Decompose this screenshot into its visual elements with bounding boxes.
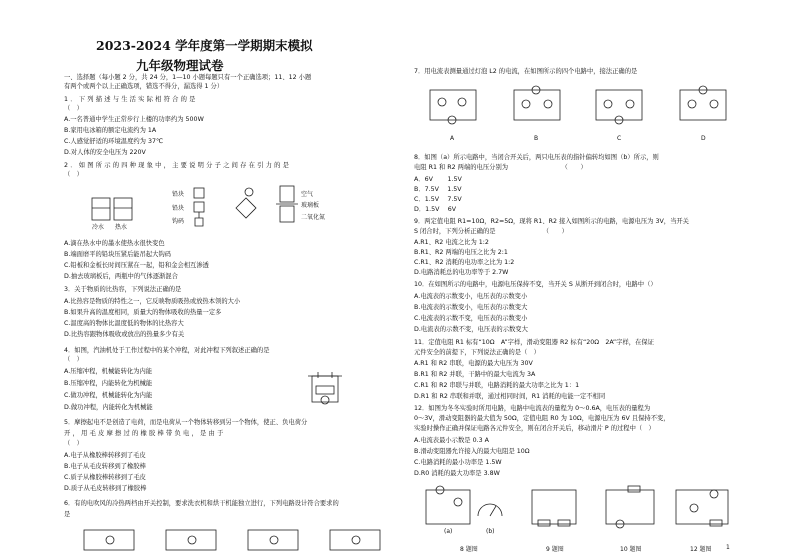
question-5: 5．摩擦起电不是创造了电荷，而是电荷从一个物体转移到另一个物体，使正、负电荷分 bbox=[64, 419, 308, 426]
q8-option-b: B．7.5V 1.5V bbox=[414, 186, 462, 193]
page-number: 1 bbox=[726, 544, 730, 551]
q2-label-lead-block-1: 铅块 bbox=[172, 191, 185, 198]
q10-option-d: D.电流表的示数不变，电压表的示数变大 bbox=[414, 326, 528, 333]
q7-option-c-label: C bbox=[617, 135, 622, 142]
q8-option-d: D．1.5V 6V bbox=[414, 206, 457, 213]
question-8: 8．如图（a）所示电路中，当闭合开关后，两只电压表的指针偏转均如图（b）所示，则 bbox=[414, 154, 659, 161]
q10-option-c: C.电流表的示数不变，电压表的示数变小 bbox=[414, 315, 528, 322]
q1-option-c: C.人感觉舒适的环境温度约为 37℃ bbox=[64, 138, 164, 145]
q2-option-c: C.铅板和金板长时间压紧在一起，铅和金会相互渗透 bbox=[64, 262, 209, 269]
caption-fig-10: 10 题图 bbox=[620, 546, 642, 553]
question-5-bracket: （ ） bbox=[64, 440, 83, 447]
question-11-cont: 元件安全的前提下，下列说法正确的是（ ） bbox=[414, 349, 540, 356]
q9-option-d: D.电路消耗总的电功率等于 2.7W bbox=[414, 269, 509, 276]
q2-figure bbox=[64, 180, 386, 234]
q2-label-cold-water: 冷水 bbox=[92, 224, 105, 231]
question-9: 9．两定值电阻 R1=10Ω，R2=5Ω，现将 R1、R2 接入如图所示的电路，电源电压为 3V，当开关 bbox=[414, 218, 689, 225]
question-1: 1．下列描述与生活实际相符合的是 bbox=[64, 96, 198, 103]
q1-option-b: B.家用电冰箱的额定电流约为 1A bbox=[64, 127, 157, 134]
q7-option-b-label: B bbox=[534, 135, 539, 142]
question-2-bracket: （ ） bbox=[64, 171, 83, 178]
q12-option-c: C.电路消耗的最小功率是 1.5W bbox=[414, 459, 502, 466]
q11-option-c: C.R1 和 R2 串联与并联，电路消耗的最大功率之比为 1：1 bbox=[414, 382, 580, 389]
q3-option-d: D.比热容跟物体吸收或放出的热量多少有关 bbox=[64, 331, 185, 338]
page-title: 2023-2024 学年度第一学期期末模拟 bbox=[96, 38, 313, 53]
question-9-cont: S 闭合时，下列分析正确的是 （ ） bbox=[414, 228, 568, 235]
q2-option-b: B.端面磨平的铅块压紧后能吊起大钩码 bbox=[64, 251, 172, 258]
q2-label-hot-water: 热水 bbox=[115, 224, 128, 231]
question-1-bracket: （ ） bbox=[64, 105, 83, 112]
q7-circuit-figure bbox=[414, 82, 740, 138]
question-12: 12．如图为冬冬实验时所用电路，电路中电流表的量程为 0～0.6A，电压表的量程为 bbox=[414, 405, 651, 412]
q2-label-lead-block-2: 铅块 bbox=[172, 205, 185, 212]
q5-option-a: A.电子从橡胶棒转移到了毛皮 bbox=[64, 452, 146, 459]
q5-option-d: D.质子从毛皮转移到了橡胶棒 bbox=[64, 485, 147, 492]
q11-option-b: B.R1 和 R2 并联，干路中的最大电流为 3A bbox=[414, 371, 536, 378]
question-12-cont-1: 0～3V，滑动变阻器的最大值为 50Ω，定值电阻 R0 为 10Ω，电源电压为 6V 且保持不变， bbox=[414, 415, 670, 422]
question-11: 11．定值电阻 R1 标有“10Ω A”字样，滑动变阻器 R2 标有“20Ω 2A”字样，在保证 bbox=[414, 339, 654, 346]
question-10: 10．在如图所示的电路中，电源电压保持不变，当开关 S 从断开到闭合时，电路中（） bbox=[414, 281, 657, 288]
q9-option-a: A.R1、R2 电流之比为 1:2 bbox=[414, 239, 489, 246]
q8-fig-b-label: (b) bbox=[486, 528, 495, 535]
q5-option-b: B.电子从毛皮转移到了橡胶棒 bbox=[64, 463, 146, 470]
q2-label-weight: 钩码 bbox=[172, 218, 185, 225]
q2-option-a: A.滴在热水中的墨水使热水很快变色 bbox=[64, 240, 165, 247]
q2-label-no2: 二氧化氮 bbox=[301, 214, 326, 221]
q4-option-d: D.做功冲程，内能转化为机械能 bbox=[64, 404, 153, 411]
q2-label-air: 空气 bbox=[301, 191, 314, 198]
bottom-figures bbox=[414, 482, 740, 542]
q6-circuit-figure bbox=[74, 526, 396, 556]
q11-option-d: D.R1 和 R2 串联和并联，通过相同时间，R1 消耗的电能一定不相同 bbox=[414, 393, 606, 400]
q8-fig-a-label: (a) bbox=[444, 528, 453, 535]
question-4: 4．如图，汽油机处于工作过程中的某个冲程，对此冲程下列叙述正确的是 bbox=[64, 347, 270, 354]
question-2: 2．如图所示的四种现象中，主要说明分子之间存在引力的是 bbox=[64, 162, 292, 169]
q10-option-b: B.电流表的示数变小，电压表的示数变大 bbox=[414, 304, 528, 311]
page-subtitle: 九年级物理试卷 bbox=[136, 58, 224, 73]
q2-label-glass: 玻璃板 bbox=[301, 202, 320, 209]
question-12-cont-2: 实验时操作正确并保证电路各元件安全，则在闭合开关后，移动滑片 P 的过程中（ ） bbox=[414, 425, 655, 432]
caption-fig-8: 8 题图 bbox=[460, 546, 478, 553]
q12-option-a: A.电流表最小示数是 0.3 A bbox=[414, 437, 489, 444]
q4-option-b: B.压缩冲程，内能转化为机械能 bbox=[64, 380, 153, 387]
question-7: 7．用电流表测量通过灯泡 L2 的电流，在如图所示的四个电路中，接法正确的是 bbox=[414, 68, 638, 75]
question-3: 3．关于物质的比热容，下列说法正确的是 bbox=[64, 286, 182, 293]
q9-option-c: C.R1、R2 消耗的电功率之比为 1:2 bbox=[414, 259, 515, 266]
q8-option-c: C．1.5V 7.5V bbox=[414, 196, 462, 203]
q9-option-b: B.R1、R2 两端的电压之比为 2:1 bbox=[414, 249, 508, 256]
q3-option-c: C.温度高的物体比温度低的物体的比热容大 bbox=[64, 320, 184, 327]
question-6: 6．有的电吹风的冷热两档由开关控制，要求洗衣机和烘干机能独立进行，下列电路设计符合要求的 bbox=[64, 500, 339, 507]
q12-option-d: D.R0 消耗的最大功率是 3.8W bbox=[414, 470, 500, 477]
q1-option-a: A.一名普通中学生正常步行上楼的功率约为 500W bbox=[64, 116, 204, 123]
q8-option-a: A．6V 1.5V bbox=[414, 176, 462, 183]
q3-option-b: B.如果升高的温度相同，质量大的物体吸收的热量一定多 bbox=[64, 309, 222, 316]
question-5-cont: 开，用毛皮摩擦过的橡胶棒带负电，是由于 bbox=[64, 430, 226, 437]
q4-option-c: C.做功冲程，机械能转化为内能 bbox=[64, 392, 153, 399]
q7-option-d-label: D bbox=[701, 135, 706, 142]
caption-fig-12: 12 题图 bbox=[690, 546, 712, 553]
q4-option-a: A.压缩冲程，机械能转化为内能 bbox=[64, 368, 153, 375]
q5-option-c: C.质子从橡胶棒转移到了毛皮 bbox=[64, 474, 146, 481]
q4-engine-figure bbox=[304, 370, 354, 410]
section-header: 一、选择题（每小题 2 分，共 24 分，1—10 小题每题只有一个正确选项；11、12 小题 bbox=[64, 74, 312, 81]
q11-option-a: A.R1 和 R2 串联，电源的最大电压为 30V bbox=[414, 360, 533, 367]
section-header-cont: 有两个或两个以上正确选项，错选不得分，漏选得 1 分） bbox=[64, 83, 224, 90]
q7-option-a-label: A bbox=[450, 135, 455, 142]
caption-fig-9: 9 题图 bbox=[546, 546, 564, 553]
q10-option-a: A.电流表的示数变小，电压表的示数变小 bbox=[414, 293, 528, 300]
question-6-cont: 是 bbox=[64, 511, 71, 518]
q12-option-b: B.滑动变阻器允许接入的最大电阻是 10Ω bbox=[414, 448, 530, 455]
question-8-cont: 电阻 R1 和 R2 两端的电压分别为 （ ） bbox=[414, 164, 587, 171]
q1-option-d: D.对人体的安全电压为 220V bbox=[64, 149, 146, 156]
question-4-bracket: （ ） bbox=[64, 356, 83, 363]
q3-option-a: A.比热容是物质的特性之一，它反映物质吸热或放热本领的大小 bbox=[64, 298, 241, 305]
q2-option-d: D.抽去玻璃板后，两瓶中的气体逐渐混合 bbox=[64, 273, 178, 280]
